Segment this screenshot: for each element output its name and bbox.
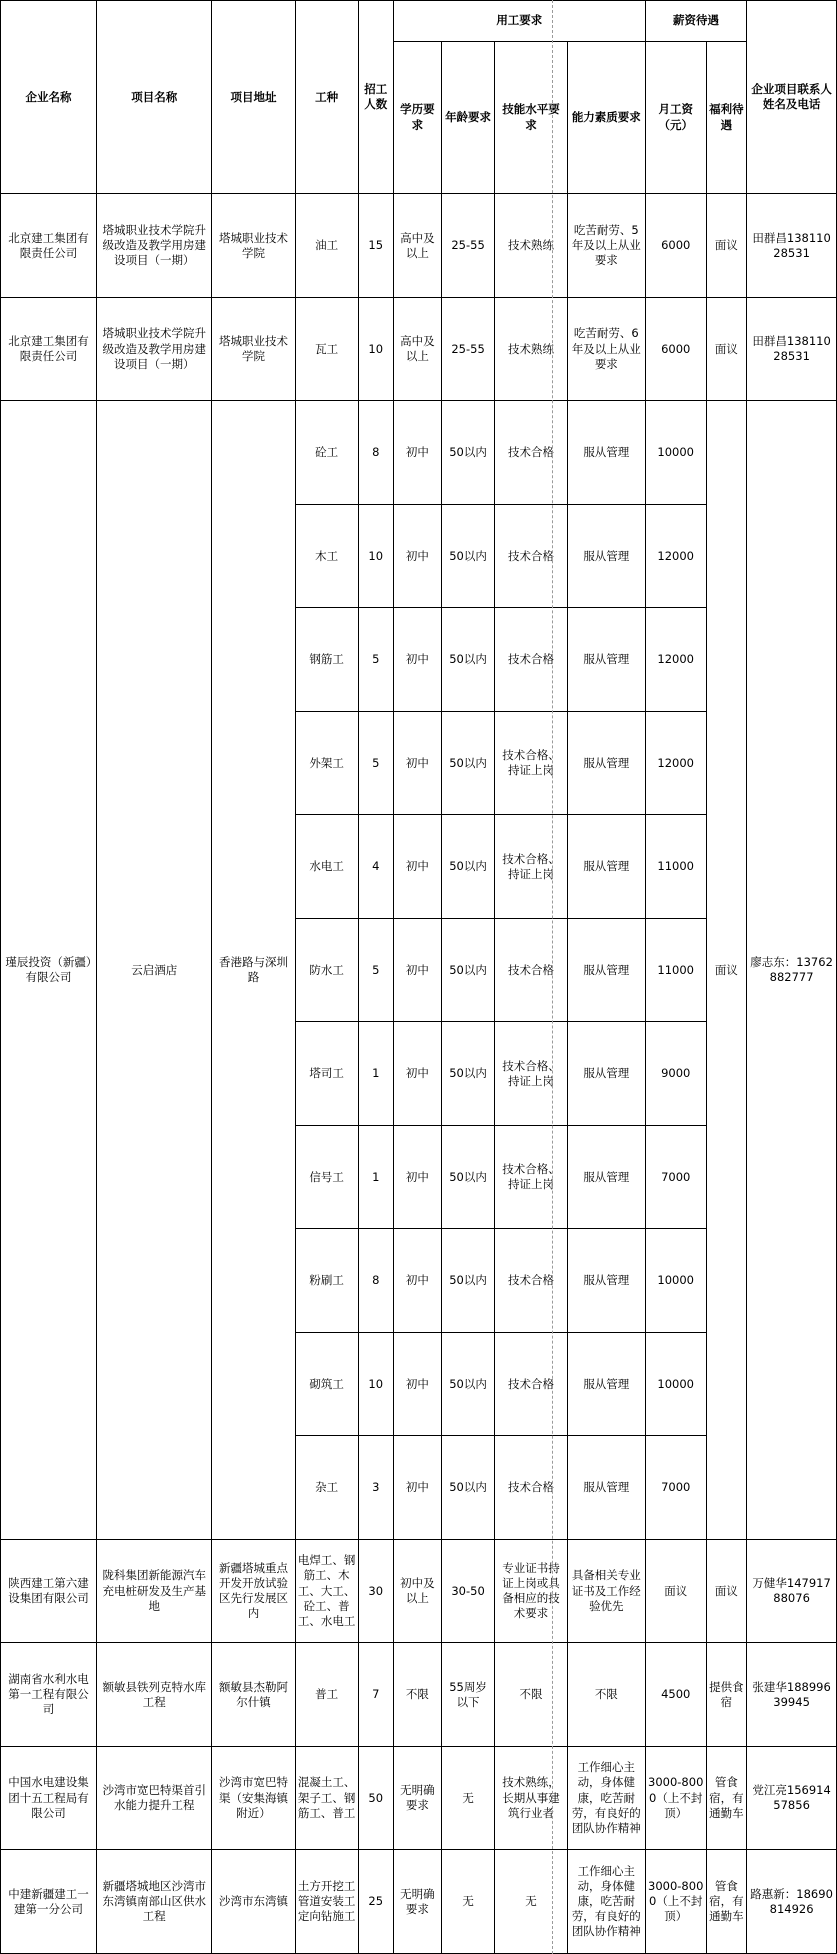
cell-headcount: 50	[358, 1746, 393, 1850]
cell-ability: 服从管理	[567, 815, 645, 919]
cell-age: 50以内	[441, 1332, 494, 1436]
cell-skill: 技术合格	[495, 1229, 568, 1333]
header-skill: 技能水平要求	[495, 41, 568, 194]
cell-trade: 电焊工、钢筋工、木工、大工、砼工、普工、水电工	[295, 1539, 358, 1643]
header-group-requirements: 用工要求	[393, 1, 645, 42]
cell-wage: 10000	[645, 1229, 706, 1333]
cell-address: 塔城职业技术学院	[212, 194, 295, 298]
cell-address: 香港路与深圳路	[212, 401, 295, 1540]
cell-trade: 砼工	[295, 401, 358, 505]
cell-trade: 土方开挖工管道安装工定向钻施工	[295, 1850, 358, 1954]
cell-wage: 7000	[645, 1125, 706, 1229]
cell-age: 无	[441, 1746, 494, 1850]
cell-company: 陕西建工第六建设集团有限公司	[1, 1539, 97, 1643]
cell-education: 初中及以上	[393, 1539, 441, 1643]
cell-contact: 田群昌13811028531	[747, 297, 837, 401]
cell-trade: 瓦工	[295, 297, 358, 401]
cell-trade: 外架工	[295, 711, 358, 815]
cell-headcount: 10	[358, 297, 393, 401]
cell-welfare: 面议	[706, 297, 747, 401]
cell-contact: 万健华14791788076	[747, 1539, 837, 1643]
cell-wage: 12000	[645, 504, 706, 608]
cell-project: 额敏县铁列克特水库工程	[97, 1643, 212, 1747]
cell-skill: 技术合格	[495, 504, 568, 608]
cell-age: 55周岁以下	[441, 1643, 494, 1747]
cell-wage: 6000	[645, 194, 706, 298]
cell-headcount: 8	[358, 401, 393, 505]
cell-ability: 服从管理	[567, 504, 645, 608]
cell-ability: 服从管理	[567, 711, 645, 815]
cell-skill: 技术熟练	[495, 194, 568, 298]
cell-trade: 防水工	[295, 918, 358, 1022]
cell-ability: 服从管理	[567, 1332, 645, 1436]
cell-contact: 张建华18899639945	[747, 1643, 837, 1747]
cell-education: 初中	[393, 504, 441, 608]
cell-age: 50以内	[441, 815, 494, 919]
cell-headcount: 4	[358, 815, 393, 919]
cell-welfare: 提供食宿	[706, 1643, 747, 1747]
header-education: 学历要求	[393, 41, 441, 194]
cell-age: 无	[441, 1850, 494, 1954]
cell-contact: 路惠新：18690814926	[747, 1850, 837, 1954]
cell-wage: 12000	[645, 711, 706, 815]
cell-age: 50以内	[441, 1125, 494, 1229]
header-company: 企业名称	[1, 1, 97, 194]
header-welfare: 福利待遇	[706, 41, 747, 194]
cell-wage: 面议	[645, 1539, 706, 1643]
cell-wage: 3000-8000（上不封顶）	[645, 1850, 706, 1954]
cell-project: 云启酒店	[97, 401, 212, 1540]
cell-headcount: 1	[358, 1022, 393, 1126]
cell-welfare: 管食宿，有通勤车	[706, 1850, 747, 1954]
cell-welfare: 面议	[706, 401, 747, 1540]
cell-age: 30-50	[441, 1539, 494, 1643]
cell-skill: 技术熟练，长期从事建筑行业者	[495, 1746, 568, 1850]
cell-address: 额敏县杰勒阿尔什镇	[212, 1643, 295, 1747]
cell-education: 初中	[393, 608, 441, 712]
cell-education: 初中	[393, 1022, 441, 1126]
cell-trade: 杂工	[295, 1436, 358, 1540]
cell-ability: 吃苦耐劳、6年及以上从业要求	[567, 297, 645, 401]
cell-headcount: 8	[358, 1229, 393, 1333]
cell-age: 25-55	[441, 194, 494, 298]
cell-ability: 服从管理	[567, 918, 645, 1022]
cell-skill: 专业证书持证上岗或具备相应的技术要求	[495, 1539, 568, 1643]
cell-skill: 技术合格	[495, 1332, 568, 1436]
cell-skill: 无	[495, 1850, 568, 1954]
cell-wage: 9000	[645, 1022, 706, 1126]
cell-education: 高中及以上	[393, 297, 441, 401]
cell-ability: 服从管理	[567, 1229, 645, 1333]
cell-headcount: 1	[358, 1125, 393, 1229]
cell-ability: 吃苦耐劳、5年及以上从业要求	[567, 194, 645, 298]
cell-wage: 3000-8000（上不封顶）	[645, 1746, 706, 1850]
cell-headcount: 25	[358, 1850, 393, 1954]
header-group-salary: 薪资待遇	[645, 1, 746, 42]
cell-headcount: 7	[358, 1643, 393, 1747]
cell-age: 50以内	[441, 608, 494, 712]
cell-wage: 10000	[645, 401, 706, 505]
header-age: 年龄要求	[441, 41, 494, 194]
cell-skill: 技术熟练	[495, 297, 568, 401]
cell-skill: 技术合格、持证上岗	[495, 815, 568, 919]
cell-ability: 服从管理	[567, 1436, 645, 1540]
cell-headcount: 10	[358, 504, 393, 608]
cell-skill: 技术合格、持证上岗	[495, 1022, 568, 1126]
table-row	[1, 1850, 837, 1954]
table-row	[1, 297, 837, 401]
cell-trade: 钢筋工	[295, 608, 358, 712]
cell-skill: 技术合格	[495, 1436, 568, 1540]
cell-age: 50以内	[441, 504, 494, 608]
cell-skill: 技术合格	[495, 401, 568, 505]
cell-education: 初中	[393, 711, 441, 815]
cell-company: 中国水电建设集团十五工程局有限公司	[1, 1746, 97, 1850]
cell-ability: 服从管理	[567, 608, 645, 712]
cell-skill: 技术合格、持证上岗	[495, 1125, 568, 1229]
cell-wage: 10000	[645, 1332, 706, 1436]
cell-headcount: 3	[358, 1436, 393, 1540]
cell-company: 北京建工集团有限责任公司	[1, 297, 97, 401]
cell-project: 陇科集团新能源汽车充电桩研发及生产基地	[97, 1539, 212, 1643]
cell-trade: 水电工	[295, 815, 358, 919]
cell-project: 塔城职业技术学院升级改造及教学用房建设项目（一期）	[97, 297, 212, 401]
cell-education: 初中	[393, 1229, 441, 1333]
table-row	[1, 194, 837, 298]
cell-trade: 塔司工	[295, 1022, 358, 1126]
cell-wage: 11000	[645, 815, 706, 919]
cell-trade: 粉刷工	[295, 1229, 358, 1333]
cell-company: 瑾辰投资（新疆）有限公司	[1, 401, 97, 1540]
cell-education: 高中及以上	[393, 194, 441, 298]
cell-headcount: 5	[358, 918, 393, 1022]
cell-age: 50以内	[441, 401, 494, 505]
cell-age: 25-55	[441, 297, 494, 401]
cell-trade: 信号工	[295, 1125, 358, 1229]
cell-education: 初中	[393, 815, 441, 919]
cell-age: 50以内	[441, 1436, 494, 1540]
cell-wage: 6000	[645, 297, 706, 401]
cell-company: 湖南省水利水电第一工程有限公司	[1, 1643, 97, 1747]
cell-welfare: 面议	[706, 1539, 747, 1643]
cell-company: 北京建工集团有限责任公司	[1, 194, 97, 298]
cell-trade: 木工	[295, 504, 358, 608]
cell-wage: 7000	[645, 1436, 706, 1540]
cell-headcount: 15	[358, 194, 393, 298]
cell-skill: 技术合格、持证上岗	[495, 711, 568, 815]
header-row-top	[1, 1, 837, 42]
cell-wage: 4500	[645, 1643, 706, 1747]
cell-ability: 工作细心主动，身体健康，吃苦耐劳，有良好的团队协作精神	[567, 1746, 645, 1850]
cell-age: 50以内	[441, 1022, 494, 1126]
cell-trade: 砌筑工	[295, 1332, 358, 1436]
table-row	[1, 1746, 837, 1850]
cell-education: 初中	[393, 1436, 441, 1540]
header-trade: 工种	[295, 1, 358, 194]
table-row	[1, 1539, 837, 1643]
cell-project: 塔城职业技术学院升级改造及教学用房建设项目（一期）	[97, 194, 212, 298]
cell-headcount: 5	[358, 711, 393, 815]
cell-skill: 技术合格	[495, 608, 568, 712]
cell-contact: 党江亮15691457856	[747, 1746, 837, 1850]
cell-age: 50以内	[441, 711, 494, 815]
cell-welfare: 管食宿，有通勤车	[706, 1746, 747, 1850]
cell-address: 新疆塔城重点开发开放试验区先行发展区内	[212, 1539, 295, 1643]
header-address: 项目地址	[212, 1, 295, 194]
cell-education: 初中	[393, 1332, 441, 1436]
cell-headcount: 5	[358, 608, 393, 712]
cell-education: 初中	[393, 1125, 441, 1229]
cell-project: 沙湾市宽巴特渠首引水能力提升工程	[97, 1746, 212, 1850]
header-project: 项目名称	[97, 1, 212, 194]
cell-ability: 服从管理	[567, 1125, 645, 1229]
cell-education: 初中	[393, 401, 441, 505]
cell-wage: 11000	[645, 918, 706, 1022]
header-headcount: 招工人数	[358, 1, 393, 194]
table-body	[1, 1, 837, 1954]
cell-ability: 不限	[567, 1643, 645, 1747]
cell-welfare: 面议	[706, 194, 747, 298]
cell-headcount: 10	[358, 1332, 393, 1436]
cell-skill: 不限	[495, 1643, 568, 1747]
cell-education: 初中	[393, 918, 441, 1022]
cell-education: 无明确要求	[393, 1850, 441, 1954]
cell-ability: 服从管理	[567, 401, 645, 505]
header-ability: 能力素质要求	[567, 41, 645, 194]
cell-ability: 服从管理	[567, 1022, 645, 1126]
cell-project: 新疆塔城地区沙湾市东湾镇南部山区供水工程	[97, 1850, 212, 1954]
cell-address: 沙湾市东湾镇	[212, 1850, 295, 1954]
cell-skill: 技术合格	[495, 918, 568, 1022]
header-contact: 企业项目联系人姓名及电话	[747, 1, 837, 194]
cell-address: 塔城职业技术学院	[212, 297, 295, 401]
cell-ability: 具备相关专业证书及工作经验优先	[567, 1539, 645, 1643]
cell-address: 沙湾市宽巴特渠（安集海镇附近）	[212, 1746, 295, 1850]
cell-ability: 工作细心主动，身体健康，吃苦耐劳，有良好的团队协作精神	[567, 1850, 645, 1954]
cell-contact: 田群昌13811028531	[747, 194, 837, 298]
cell-education: 不限	[393, 1643, 441, 1747]
cell-headcount: 30	[358, 1539, 393, 1643]
cell-trade: 混凝土工、架子工、钢筋工、普工	[295, 1746, 358, 1850]
cell-age: 50以内	[441, 918, 494, 1022]
table-row	[1, 1643, 837, 1747]
cell-education: 无明确要求	[393, 1746, 441, 1850]
cell-contact: 廖志东：13762882777	[747, 401, 837, 1540]
cell-trade: 油工	[295, 194, 358, 298]
cell-trade: 普工	[295, 1643, 358, 1747]
table-row	[1, 401, 837, 505]
cell-wage: 12000	[645, 608, 706, 712]
cell-age: 50以内	[441, 1229, 494, 1333]
header-wage: 月工资（元）	[645, 41, 706, 194]
cell-company: 中建新疆建工一建第一分公司	[1, 1850, 97, 1954]
